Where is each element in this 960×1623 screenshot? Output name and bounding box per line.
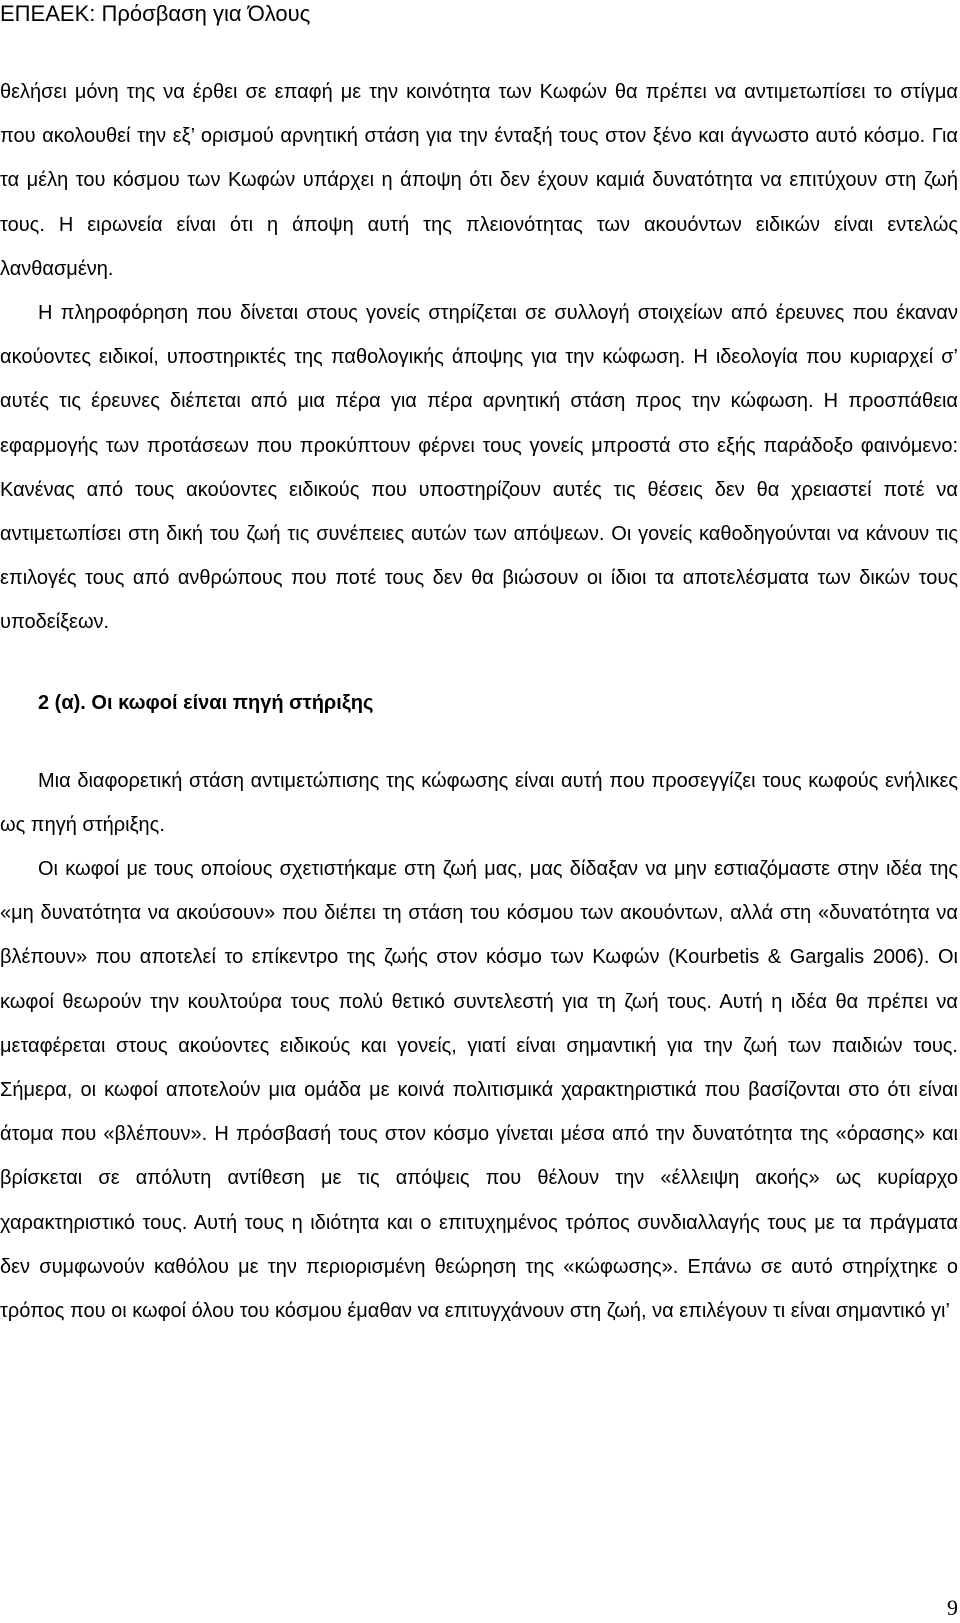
paragraph-continuation: θελήσει μόνη της να έρθει σε επαφή με την κοινότητα των Κωφών θα πρέπει να αντιμετωπίσει το στίγμα που ακολουθεί την εξ’ ορισμού αρνητική στάση για την ένταξή τους στον ξένο και άγνωστο αυτό κόσμο. Για τα μέλη του κόσμου των Κωφών υπάρχει η άποψη ότι δεν έχουν καμιά δυνατότητα να επιτύχουν στη ζωή τους. Η ειρωνεία είναι ότι η άποψη αυτή της πλειονότητας των ακουόντων ειδικών είναι εντελώς λανθασμένη. bbox=[0, 81, 958, 280]
section-heading: 2 (α). Οι κωφοί είναι πηγή στήριξης bbox=[38, 691, 374, 714]
paragraph-different-approach: Μια διαφορετική στάση αντιμετώπισης της κώφωσης είναι αυτή που προσεγγίζει τους κωφούς ενήλικες ως πηγή στήριξης. bbox=[0, 769, 958, 836]
document-header: ΕΠΕΑΕΚ: Πρόσβαση για Όλους bbox=[0, 1, 311, 26]
document-body bbox=[0, 70, 958, 1333]
spacer bbox=[0, 725, 958, 759]
spacer bbox=[0, 645, 958, 681]
page-number: 9 bbox=[947, 1595, 958, 1620]
paragraph-deaf-culture: Οι κωφοί με τους οποίους σχετιστήκαμε στη ζωή μας, μας δίδαξαν να μην εστιαζόμαστε στην ιδέα της «μη δυνατότητα να ακούσουν» που διέπει τη στάση του κόσμου των ακουόντων, αλλά στη «δυνατότητα να βλέπουν» που αποτελεί το επίκεντρο της ζωής στον κόσμο των Κωφών (Kourbetis & Gargalis 2006). Οι κωφοί θεωρούν την κουλτούρα τους πολύ θετικό συντελεστή για τη ζωή τους. Αυτή η ιδέα θα πρέπει να μεταφέρεται στους ακούοντες ειδικούς και γονείς, γιατί είναι σημαντική για την ζωή των παιδιών τους. Σήμερα, οι κωφοί αποτελούν μια ομάδα με κοινά πολιτισμικά χαρακτηριστικά που βασίζονται στο ότι είναι άτομα που «βλέπουν». Η πρόσβασή τους στον κόσμο γίνεται μέσα από την δυνατότητα της «όρασης» και βρίσκεται σε απόλυτη αντίθεση με τις απόψεις που θέλουν την «έλλειψη ακοής» ως κυρίαρχο χαρακτηριστικό τους. Αυτή τους η ιδιότητα και ο επιτυχημένος τρόπος συνδιαλλαγής τους με τα πράγματα δεν συμφωνούν καθόλου με την περιορισμένη θεώρηση της «κώφωσης». Επάνω σε αυτό στηρίχτηκε ο τρόπος που οι κωφοί όλου του κόσμου έμαθαν να επιτυγχάνουν στη ζωή, να επιλέγουν τι είναι σημαντικό γι’ bbox=[0, 858, 958, 1323]
paragraph-parent-information: Η πληροφόρηση που δίνεται στους γονείς στηρίζεται σε συλλογή στοιχείων από έρευνες που έκαναν ακούοντες ειδικοί, υποστηρικτές της παθολογικής άποψης για την κώφωση. Η ιδεολογία που κυριαρχεί σ’ αυτές τις έρευνες διέπεται από μια πέρα για πέρα αρνητική στάση προς την κώφωση. Η προσπάθεια εφαρμογής των προτάσεων που προκύπτουν φέρνει τους γονείς μπροστά στο εξής παράδοξο φαινόμενο: Κανένας από τους ακούοντες ειδικούς που υποστηρίζουν αυτές τις θέσεις δεν θα χρειαστεί ποτέ να αντιμετωπίσει στη δική του ζωή τις συνέπειες αυτών των απόψεων. Οι γονείς καθοδηγούνται να κάνουν τις επιλογές τους από ανθρώπους που ποτέ τους δεν θα βιώσουν οι ίδιοι τα αποτελέσματα των δικών τους υποδείξεων. bbox=[0, 302, 958, 634]
